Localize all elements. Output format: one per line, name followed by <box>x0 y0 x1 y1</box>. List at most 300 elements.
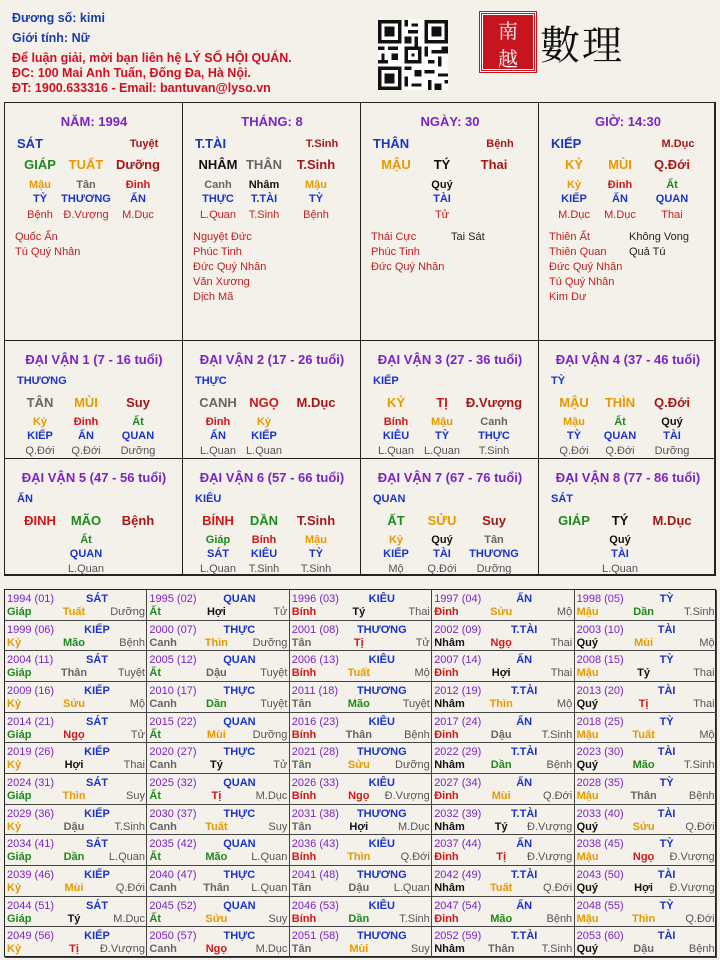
year-god: KIẾP <box>84 684 110 697</box>
year-branch: Ngọ <box>348 789 370 802</box>
year-stem: Kỷ <box>7 943 22 956</box>
year-state: Tử <box>130 728 145 741</box>
year-label: 2021 (28) <box>291 746 339 759</box>
year-label: 2038 (45) <box>576 838 624 851</box>
year-branch: Mùi <box>634 636 654 649</box>
year-state: Bệnh <box>688 789 715 802</box>
year-cell <box>290 927 432 958</box>
year-label: 2043 (50) <box>576 868 624 881</box>
luck-cell <box>361 459 539 575</box>
luck-stem-branch: Đ.Vượng <box>465 395 523 410</box>
year-god: TÀI <box>657 623 676 636</box>
annual-table <box>4 589 716 957</box>
year-branch: Hợi <box>64 759 84 772</box>
luck-god: TÀI <box>611 548 629 560</box>
year-cell <box>290 805 432 836</box>
hidden-stem: Mậu <box>29 179 51 191</box>
year-label: 2003 (10) <box>576 623 624 636</box>
year-state: Bệnh <box>688 943 715 956</box>
address-line: ĐC: 100 Mai Anh Tuấn, Đống Đa, Hà Nội. <box>12 66 251 80</box>
luck-hidden: Quý <box>661 416 683 428</box>
luck-god: THƯƠNG <box>469 548 519 560</box>
luck-cell <box>183 341 361 459</box>
year-god: TÀI <box>657 746 676 759</box>
luck-stem-branch: BÍNH <box>202 513 234 528</box>
year-cell <box>147 621 289 652</box>
year-cell <box>432 835 574 866</box>
year-label: 2023 (30) <box>576 746 624 759</box>
year-god: ẤN <box>516 593 533 605</box>
year-cell <box>432 713 574 744</box>
year-state: Bệnh <box>119 636 145 649</box>
year-stem: Canh <box>149 881 177 894</box>
luck-god: QUAN <box>121 430 155 442</box>
luck-hidden: Ất <box>132 416 144 428</box>
year-god: THỰC <box>223 746 256 759</box>
luck-state: Q.Đới <box>71 445 101 457</box>
year-branch: Tuất <box>205 820 228 833</box>
year-branch: Tị <box>496 851 507 864</box>
pillar-title: GIỜ: 14:30 <box>594 114 661 129</box>
year-stem: Quý <box>576 759 598 772</box>
year-cell <box>147 743 289 774</box>
pillar-cell <box>5 103 183 341</box>
year-cell <box>290 713 432 744</box>
year-branch: Thân <box>60 667 88 680</box>
luck-title: ĐẠI VẬN 3 (27 - 36 tuổi) <box>377 352 523 367</box>
luck-god: TÀI <box>663 430 681 442</box>
year-state: M.Dục <box>255 789 288 802</box>
hidden-stem: Kỷ <box>566 179 582 191</box>
year-god: ẤN <box>516 715 533 728</box>
year-branch: Dậu <box>206 667 227 680</box>
year-label: 2052 (59) <box>434 930 482 943</box>
year-cell <box>575 713 717 744</box>
year-stem: Quý <box>576 820 598 833</box>
year-god: SÁT <box>86 715 108 728</box>
year-label: 2022 (29) <box>434 746 482 759</box>
year-label: 2020 (27) <box>149 746 197 759</box>
main-star: KIẾP <box>551 136 582 151</box>
star-bad: Tai Sát <box>451 231 485 243</box>
year-branch: Mão <box>632 759 655 772</box>
main-star: T.TÀI <box>195 136 227 151</box>
year-cell <box>5 713 147 744</box>
hidden-state: M.Dục <box>558 209 590 221</box>
year-god: TÀI <box>657 930 676 943</box>
luck-cell <box>539 341 715 459</box>
year-god: ẤN <box>516 899 533 912</box>
year-cell <box>147 682 289 713</box>
year-cell <box>5 866 147 897</box>
luck-hidden: Kỷ <box>256 416 272 428</box>
year-cell <box>290 682 432 713</box>
year-state: Thai <box>123 759 145 772</box>
year-god: THƯƠNG <box>356 807 407 820</box>
year-god: THỰC <box>223 623 256 636</box>
luck-god: KIẾP <box>383 548 409 560</box>
luck-state: T.Sinh <box>478 445 510 457</box>
year-cell <box>575 927 717 958</box>
year-stem: Bính <box>291 728 317 741</box>
year-label: 2033 (40) <box>576 807 624 820</box>
luck-star: SÁT <box>551 493 573 505</box>
hidden-stem: Nhâm <box>248 179 280 191</box>
luck-title: ĐẠI VẬN 5 (47 - 56 tuổi) <box>21 470 167 485</box>
year-god: THỰC <box>223 807 256 820</box>
year-state: Mộ <box>414 667 430 680</box>
year-stem: Quý <box>576 697 598 710</box>
year-state: Tử <box>415 636 430 649</box>
luck-stem-branch: TỊ <box>436 395 448 410</box>
hidden-state: Tử <box>434 209 450 221</box>
luck-stem-branch: CANH <box>199 395 237 410</box>
year-label: 2002 (09) <box>434 623 482 636</box>
year-cell <box>290 774 432 805</box>
luck-state: L.Quan <box>199 445 237 457</box>
year-stem: Tân <box>291 759 312 772</box>
luck-title: ĐẠI VẬN 4 (37 - 46 tuổi) <box>555 352 701 367</box>
year-branch: Mão <box>490 912 513 925</box>
year-state: M.Dục <box>398 820 430 833</box>
luck-star: ẤN <box>17 493 33 505</box>
year-stem: Kỷ <box>7 820 22 833</box>
year-cell <box>575 743 717 774</box>
year-cell <box>432 682 574 713</box>
year-stem: Canh <box>149 759 177 772</box>
year-label: 2013 (20) <box>576 684 624 697</box>
year-branch: Dậu <box>633 943 654 956</box>
year-label: 2053 (60) <box>576 930 624 943</box>
year-cell <box>432 897 574 928</box>
year-label: 2004 (11) <box>7 654 54 667</box>
year-label: 2008 (15) <box>576 654 624 667</box>
luck-hidden: Ất <box>80 534 92 546</box>
year-label: 2006 (13) <box>291 654 339 667</box>
year-state: Đ.Vượng <box>669 851 715 864</box>
luck-cell <box>5 341 183 459</box>
year-stem: Giáp <box>7 606 32 618</box>
luck-state: L.Quan <box>601 563 639 575</box>
year-branch: Mùi <box>206 728 226 741</box>
hidden-god: TỲ <box>308 193 324 205</box>
year-branch: Ngọ <box>63 728 85 741</box>
year-branch: Thìn <box>347 851 371 864</box>
year-label: 2037 (44) <box>434 838 482 851</box>
main-state: Tuyệt <box>129 138 159 150</box>
year-cell <box>290 651 432 682</box>
year-stem: Nhâm <box>434 697 465 710</box>
year-stem: Ất <box>149 851 161 864</box>
year-cell <box>5 590 147 621</box>
main-state: T.Sinh <box>305 138 339 150</box>
luck-hidden: Kỷ <box>388 534 404 546</box>
year-stem: Đinh <box>434 667 459 680</box>
stem-branch: MÙI <box>608 157 632 172</box>
year-stem: Giáp <box>7 851 32 864</box>
hidden-state: Đ.Vượng <box>63 209 109 221</box>
main-state: M.Dục <box>661 138 695 150</box>
year-branch: Ngọ <box>205 943 228 956</box>
star-good: Đức Quý Nhân <box>549 261 623 273</box>
year-god: QUAN <box>223 593 256 605</box>
year-cell <box>575 835 717 866</box>
stem-branch: KỶ <box>564 157 584 172</box>
contact-line: Để luận giải, mời bạn liên hệ LÝ SỐ HỘI QUÁN. <box>12 51 292 65</box>
pillar-cell <box>183 103 361 341</box>
year-cell <box>147 835 289 866</box>
year-cell <box>5 805 147 836</box>
hidden-stem: Đinh <box>607 179 633 191</box>
year-label: 2039 (46) <box>7 868 55 881</box>
luck-god: QUAN <box>69 548 103 560</box>
year-cell <box>575 590 717 621</box>
year-cell <box>432 621 574 652</box>
year-branch: Dậu <box>490 728 512 741</box>
year-label: 2014 (21) <box>7 715 55 728</box>
star-good: Kim Dư <box>549 291 587 303</box>
header <box>0 0 720 100</box>
year-god: QUAN <box>223 899 256 912</box>
stem-branch: GIÁP <box>24 157 56 172</box>
year-god: KIÊU <box>368 654 395 667</box>
year-label: 2016 (23) <box>291 715 339 728</box>
hidden-stem: Mậu <box>305 179 327 191</box>
star-good: Văn Xương <box>193 276 250 288</box>
year-branch: Sửu <box>62 697 86 710</box>
hidden-god: T.TÀI <box>250 193 278 205</box>
year-state: Mộ <box>699 728 715 741</box>
year-state: Bệnh <box>546 912 573 925</box>
year-label: 2049 (56) <box>7 930 55 943</box>
luck-stem-branch: KỶ <box>386 395 406 410</box>
star-bad: Quả Tú <box>629 246 666 258</box>
year-state: Đ.Vượng <box>527 820 573 833</box>
year-label: 2045 (52) <box>149 899 197 912</box>
year-cell <box>432 743 574 774</box>
year-god: KIẾP <box>84 623 110 636</box>
year-stem: Kỷ <box>7 881 22 894</box>
year-label: 2001 (08) <box>291 623 339 636</box>
year-branch: Dần <box>348 912 370 925</box>
year-god: SÁT <box>86 838 108 851</box>
year-cell <box>5 774 147 805</box>
year-stem: Mậu <box>576 912 599 925</box>
luck-stem-branch: T.Sinh <box>296 513 336 528</box>
year-stem: Ất <box>149 728 161 741</box>
year-god: THƯƠNG <box>356 623 407 636</box>
year-label: 2051 (58) <box>291 930 339 943</box>
year-cell <box>290 897 432 928</box>
luck-stem-branch: M.Dục <box>652 513 692 528</box>
hidden-state: T.Sinh <box>248 209 280 221</box>
star-good: Đức Quý Nhân <box>193 261 267 273</box>
year-cell <box>432 927 574 958</box>
year-label: 2005 (12) <box>149 654 197 667</box>
year-cell <box>432 805 574 836</box>
year-branch: Tý <box>209 759 223 772</box>
year-cell <box>147 713 289 744</box>
year-label: 2044 (51) <box>7 899 55 912</box>
year-label: 2035 (42) <box>149 838 197 851</box>
year-cell <box>290 621 432 652</box>
star-good: Nguyệt Đức <box>193 231 252 243</box>
star-bad: Không Vong <box>629 231 689 243</box>
luck-state: L.Quan <box>377 445 415 457</box>
year-branch: Dần <box>633 606 654 618</box>
year-state: Suy <box>126 789 145 802</box>
year-label: 2046 (53) <box>291 899 339 912</box>
main-star: THÂN <box>373 136 410 151</box>
luck-state: L.Quan <box>199 563 237 575</box>
luck-stem-branch: MÙI <box>74 395 98 410</box>
year-branch: Dần <box>490 759 512 772</box>
year-branch: Tuất <box>62 606 86 618</box>
luck-stem-branch: THÌN <box>604 395 636 410</box>
luck-stem-branch: DẦN <box>249 513 279 528</box>
year-cell <box>575 866 717 897</box>
luck-god: ẤN <box>210 430 226 442</box>
luck-hidden: Đinh <box>205 416 231 428</box>
luck-god: THỰC <box>478 430 510 442</box>
luck-state: Mộ <box>388 563 404 575</box>
year-stem: Bính <box>291 667 317 680</box>
year-god: THƯƠNG <box>356 930 407 943</box>
year-label: 2050 (57) <box>149 930 197 943</box>
year-branch: Thân <box>488 943 515 956</box>
year-god: T.TÀI <box>511 807 538 820</box>
year-branch: Sửu <box>205 912 228 925</box>
luck-hidden: Mậu <box>431 416 453 428</box>
stem-branch: TÝ <box>433 157 451 172</box>
year-god: SÁT <box>86 654 108 667</box>
year-stem: Canh <box>149 636 177 649</box>
year-state: L.Quan <box>108 851 145 864</box>
year-branch: Dậu <box>348 881 370 894</box>
stem-branch: T.Sinh <box>296 157 336 172</box>
red-seal-stamp: 南 越 <box>480 12 536 72</box>
luck-title: ĐẠI VẬN 2 (17 - 26 tuổi) <box>199 352 345 367</box>
stem-branch: NHÂM <box>198 157 238 172</box>
luck-hidden: Giáp <box>205 534 231 546</box>
year-state: Thai <box>693 667 715 680</box>
year-state: Dưỡng <box>110 606 145 618</box>
luck-state: Q.Đới <box>25 445 55 457</box>
year-branch: Mão <box>347 697 370 710</box>
luck-cell <box>5 459 183 575</box>
year-stem: Mậu <box>576 728 599 741</box>
year-state: Dưỡng <box>252 728 288 741</box>
year-stem: Đinh <box>434 789 459 802</box>
year-state: L.Quan <box>393 881 430 894</box>
year-god: THƯƠNG <box>356 684 407 697</box>
year-stem: Nhâm <box>434 943 465 956</box>
luck-stem-branch: ẤT <box>387 513 405 528</box>
year-state: Mộ <box>556 606 573 618</box>
year-stem: Đinh <box>434 912 459 925</box>
year-stem: Bính <box>291 789 317 802</box>
year-label: 1996 (03) <box>291 593 339 605</box>
luck-stem-branch: MẬU <box>559 395 589 410</box>
luck-stem-branch: ĐINH <box>24 513 56 528</box>
stem-branch: Dưỡng <box>116 157 160 172</box>
year-god: THỰC <box>223 868 256 881</box>
hidden-stem: Canh <box>204 179 232 191</box>
qr-code-icon[interactable] <box>378 20 448 90</box>
year-god: KIÊU <box>368 593 395 605</box>
year-stem: Tân <box>291 636 312 649</box>
year-state: Tuyệt <box>402 697 430 710</box>
year-branch: Tị <box>353 636 364 649</box>
year-cell <box>5 621 147 652</box>
year-branch: Tuất <box>632 728 655 741</box>
luck-stem-branch: MÃO <box>70 513 102 528</box>
year-state: M.Dục <box>113 912 145 925</box>
year-god: TỲ <box>659 899 674 912</box>
year-stem: Mậu <box>576 789 599 802</box>
year-god: SÁT <box>86 776 108 789</box>
stem-branch: THÂN <box>245 157 283 172</box>
hidden-stem: Tân <box>76 179 96 191</box>
year-branch: Mùi <box>491 789 511 802</box>
year-god: ẤN <box>516 838 533 851</box>
year-branch: Hợi <box>491 667 511 680</box>
year-branch: Mão <box>63 636 85 649</box>
year-label: 2042 (49) <box>434 868 482 881</box>
year-branch: Mùi <box>349 943 369 956</box>
luck-hidden: Tân <box>484 534 504 546</box>
luck-hidden: Kỷ <box>32 416 48 428</box>
year-cell <box>575 651 717 682</box>
luck-stem-branch: Suy <box>482 513 506 528</box>
hidden-god: THỰC <box>202 193 234 205</box>
year-god: T.TÀI <box>511 746 538 759</box>
star-good: Phúc Tinh <box>371 246 420 258</box>
luck-god: KIÊU <box>382 430 410 442</box>
hidden-stem: Quý <box>431 179 453 191</box>
year-stem: Bính <box>291 851 317 864</box>
luck-cell <box>183 459 361 575</box>
year-stem: Ất <box>149 606 161 618</box>
year-state: Suy <box>268 820 288 833</box>
year-god: QUAN <box>223 654 256 667</box>
star-good: Phúc Tinh <box>193 246 242 258</box>
year-stem: Mậu <box>576 606 599 618</box>
luck-god: QUAN <box>603 430 637 442</box>
year-state: Q.Đới <box>542 881 573 894</box>
year-stem: Quý <box>576 943 598 956</box>
year-state: Dưỡng <box>395 759 430 772</box>
year-cell <box>147 866 289 897</box>
luck-title: ĐẠI VẬN 1 (7 - 16 tuổi) <box>25 352 163 367</box>
year-branch: Thân <box>630 789 657 802</box>
year-cell <box>290 835 432 866</box>
year-god: SÁT <box>86 899 108 912</box>
gender-line: Giới tính: Nữ <box>12 31 90 45</box>
year-state: Q.Đới <box>542 789 573 802</box>
year-label: 2029 (36) <box>7 807 55 820</box>
hidden-state: M.Dục <box>604 209 636 221</box>
year-label: 2000 (07) <box>149 623 197 636</box>
luck-god: ẤN <box>78 430 94 442</box>
hidden-god: ẤN <box>612 193 628 205</box>
luck-title: ĐẠI VẬN 8 (77 - 86 tuổi) <box>555 470 701 485</box>
year-state: T.Sinh <box>399 912 430 925</box>
year-branch: Tuất <box>347 667 370 680</box>
year-god: KIÊU <box>368 715 395 728</box>
luck-god: SÁT <box>207 548 229 560</box>
year-branch: Thìn <box>204 636 228 649</box>
